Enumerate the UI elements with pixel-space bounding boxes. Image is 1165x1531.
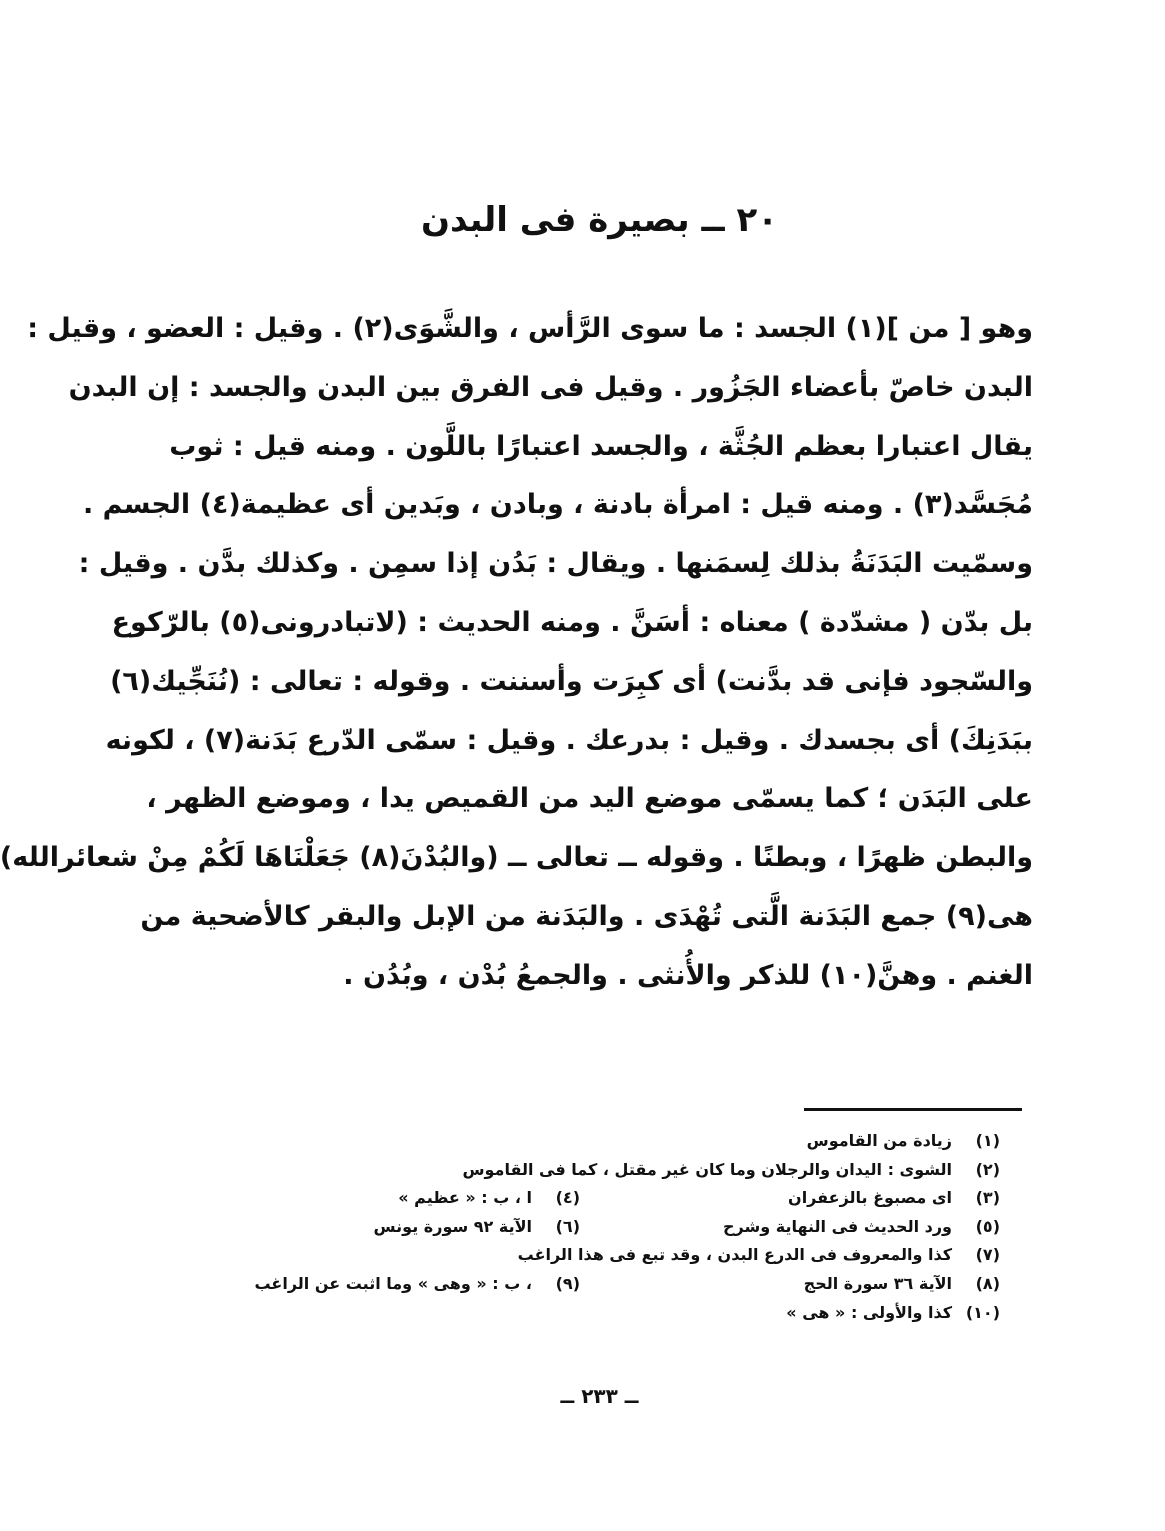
page-number: ــ ٢٣٣ ــ xyxy=(560,1384,639,1408)
footnote-4 xyxy=(398,1184,580,1213)
footnote-number: (٩) xyxy=(555,1273,580,1293)
footnote-7 xyxy=(518,1241,1000,1270)
footnote-text: اى مصبوغ بالزعفران xyxy=(788,1188,952,1208)
footnote-number: (٦) xyxy=(555,1216,580,1236)
footnote-10 xyxy=(786,1299,1000,1328)
footnote-number: (٤) xyxy=(555,1188,580,1208)
footnote-text: الآية ٣٦ سورة الحج xyxy=(803,1273,952,1293)
body-text xyxy=(0,300,1033,1006)
body-line: مُجَسَّد(٣) . ومنه قيل : امرأة بادنة ، وبادن ، وبَدين أى عظيمة(٤) الجسم . xyxy=(83,489,1033,521)
footnote-8 xyxy=(804,1270,1000,1299)
footnote-3 xyxy=(788,1184,1000,1213)
footnote-6 xyxy=(374,1213,580,1242)
body-line: بل بدّن ( مشدّدة ) معناه : أسَنَّ . ومنه الحديث : (لاتبادرونى(٥) بالرّكوع xyxy=(111,606,1033,638)
body-line: والسّجود فإنى قد بدَّنت) أى كبِرَت وأسننت . وقوله : تعالى : (نُنَجِّيك(٦) xyxy=(110,665,1033,697)
body-line: يقال اعتبارا بعظم الجُثَّة ، والجسد اعتبارًا باللَّون . ومنه قيل : ثوب xyxy=(169,430,1033,462)
footnote-text: ورد الحديث فى النهاية وشرح xyxy=(723,1216,952,1236)
footnote-row xyxy=(174,1127,1000,1156)
body-line: وهو [ من ](١) الجسد : ما سوى الرَّأس ، والشَّوَى(٢) . وقيل : العضو ، وقيل : xyxy=(27,313,1033,344)
body-line: والبطن ظهرًا ، وبطنًا . وقوله ــ تعالى ــ (والبُدْنَ(٨) جَعَلْنَاهَا لَكُمْ مِنْ شعائرالله) xyxy=(0,842,1033,874)
footnote-2 xyxy=(462,1156,1000,1185)
footnote-row xyxy=(174,1184,1000,1213)
footnotes xyxy=(174,1127,1000,1327)
footnote-text: زيادة من القاموس xyxy=(806,1131,952,1150)
footnote-text: كذا والمعروف فى الدرع البدن ، وقد تبع فى هذا الراغب xyxy=(517,1245,952,1265)
footnote-number: (٥) xyxy=(975,1216,1000,1236)
footnote-number: (٢) xyxy=(975,1159,1000,1179)
footnote-1 xyxy=(807,1127,1000,1156)
footnote-text: الشوى : اليدان والرجلان وما كان غير مقتل ، كما فى القاموس xyxy=(462,1159,952,1179)
footnote-number: (١٠) xyxy=(965,1302,1000,1322)
section-title: ٢٠ ــ بصيرة فى البدن xyxy=(420,200,779,240)
footnote-row xyxy=(174,1213,1000,1242)
footnote-number: (٨) xyxy=(975,1273,1000,1293)
footnote-text: ا ، ب : « عظيم » xyxy=(398,1188,532,1208)
footnote-text: الآية ٩٢ سورة يونس xyxy=(373,1216,532,1236)
footnote-divider xyxy=(804,1108,1022,1111)
body-line: وسمّيت البَدَنَةُ بذلك لِسمَنها . ويقال : بَدُن إذا سمِن . وكذلك بدَّن . وقيل : xyxy=(78,548,1033,580)
footnote-9 xyxy=(254,1270,580,1299)
footnote-row xyxy=(174,1156,1000,1185)
footnote-row xyxy=(174,1270,1000,1299)
body-line: البدن خاصّ بأعضاء الجَزُور . وقيل فى الفرق بين البدن والجسد : إن البدن xyxy=(68,371,1033,403)
body-line: الغنم . وهنَّ(١٠) للذكر والأُنثى . والجمعُ بُدْن ، وبُدُن . xyxy=(343,959,1033,991)
footnote-number: (٣) xyxy=(975,1188,1000,1208)
footnote-row xyxy=(174,1299,1000,1328)
footnote-number: (٧) xyxy=(975,1245,1000,1265)
footnote-text: ، ب : « وهى » وما اثبت عن الراغب xyxy=(254,1273,532,1293)
body-line: على البَدَن ؛ كما يسمّى موضع اليد من القميص يدا ، وموضع الظهر ، xyxy=(146,783,1033,815)
footnote-row xyxy=(174,1241,1000,1270)
footnote-text: كذا والأولى : « هى » xyxy=(786,1302,952,1322)
body-line: هى(٩) جمع البَدَنة الَّتى تُهْدَى . والبَدَنة من الإبل والبقر كالأضحية من xyxy=(140,900,1033,932)
body-line: ببَدَنِكَ) أى بجسدك . وقيل : بدرعك . وقيل : سمّى الدّرع بَدَنة(٧) ، لكونه xyxy=(105,724,1033,756)
footnote-5 xyxy=(723,1213,1000,1242)
footnote-number: (١) xyxy=(975,1131,1000,1150)
